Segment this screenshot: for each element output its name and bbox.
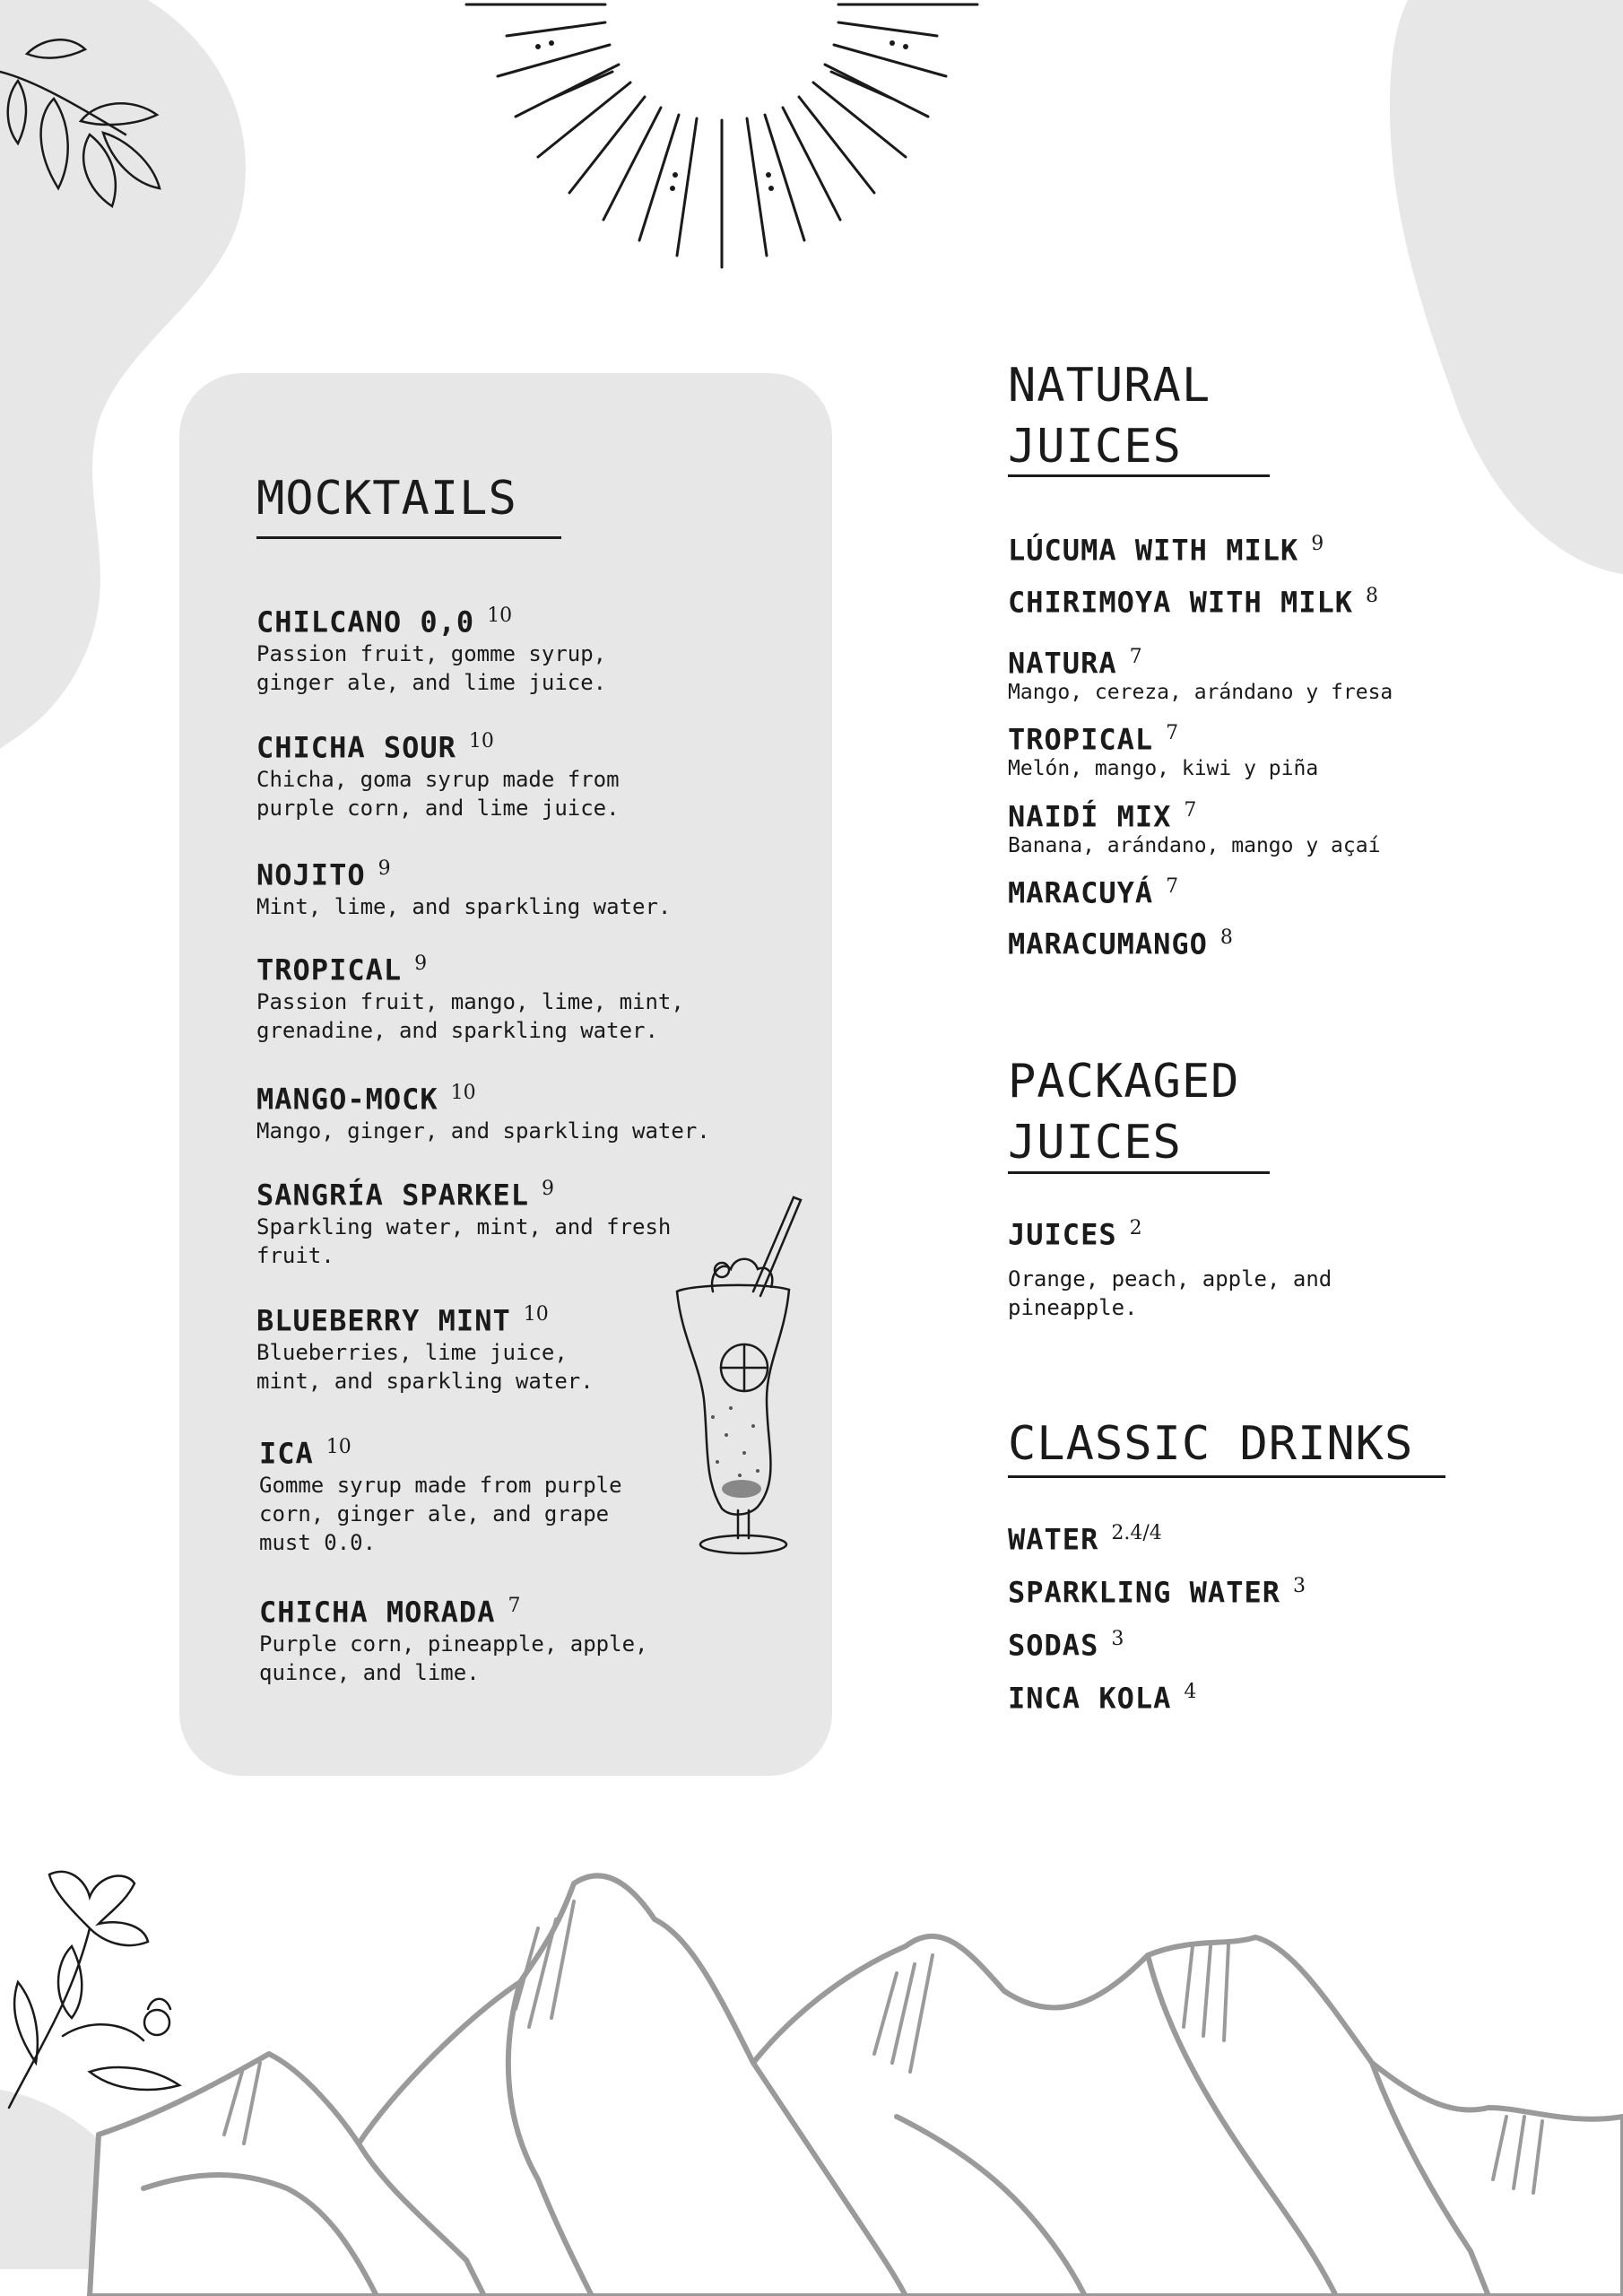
menu-item: [1008, 870, 1178, 910]
item-description: Orange, peach, apple, and pineapple.: [1008, 1265, 1332, 1320]
item-name: [259, 1589, 647, 1630]
item-name-text: BLUEBERRY MINT: [256, 1303, 511, 1338]
item-description: Melón, mango, kiwi y piña: [1008, 756, 1319, 780]
item-name: [1008, 794, 1380, 834]
packaged-juices-title-rule: [1008, 1171, 1270, 1174]
background-blob-top-right: [1381, 0, 1623, 583]
item-price: 8: [1366, 585, 1379, 607]
mocktails-title: MOCKTAILS: [256, 472, 517, 526]
menu-item: [1008, 717, 1318, 780]
item-price: 10: [468, 730, 494, 752]
item-name: [1008, 1675, 1196, 1716]
item-name-text: JUICES: [1008, 1217, 1117, 1252]
item-description: Banana, arándano, mango y açaí: [1008, 833, 1381, 857]
item-price: 10: [325, 1436, 352, 1458]
item-name: [1008, 1570, 1306, 1610]
item-price: 2.4/4: [1111, 1522, 1162, 1544]
menu-item: [1008, 921, 1233, 961]
item-name: [1008, 527, 1324, 568]
item-name: [256, 1298, 594, 1338]
item-name-text: CHICHA MORADA: [259, 1595, 496, 1630]
menu-item: [1008, 1212, 1332, 1322]
item-name-text: INCA KOLA: [1008, 1681, 1172, 1716]
item-name: [1008, 640, 1393, 681]
item-name: [1008, 579, 1378, 620]
menu-item: [1008, 1570, 1306, 1610]
item-name-text: NOJITO: [256, 857, 366, 892]
item-name-text: TROPICAL: [1008, 722, 1154, 757]
item-description: Passion fruit, gomme syrup, ginger ale, and lime juice.: [256, 640, 607, 695]
menu-item: [1008, 794, 1380, 857]
item-name-text: SANGRÍA SPARKEL: [256, 1178, 529, 1213]
menu-item: [256, 1298, 594, 1396]
item-name-text: CHIRIMOYA WITH MILK: [1008, 585, 1354, 620]
menu-item: [256, 599, 606, 697]
menu-item: [259, 1589, 647, 1687]
item-name-text: TROPICAL: [256, 952, 403, 987]
item-price: 10: [523, 1303, 549, 1326]
menu-item: [1008, 1622, 1124, 1663]
item-price: 10: [487, 604, 513, 627]
item-description: Chicha, goma syrup made from purple corn, and lime juice.: [256, 766, 620, 821]
item-price: 7: [1166, 875, 1179, 898]
item-price: 3: [1292, 1575, 1306, 1597]
packaged-juices-title: PACKAGED JUICES: [1008, 1055, 1240, 1170]
item-name-text: SPARKLING WATER: [1008, 1575, 1280, 1610]
item-price: 7: [1166, 722, 1179, 744]
item-description: Blueberries, lime juice, mint, and sparkling water.: [256, 1339, 594, 1394]
item-description: Mango, cereza, arándano y fresa: [1008, 680, 1393, 704]
item-name-text: SODAS: [1008, 1628, 1099, 1663]
item-description: Purple corn, pineapple, apple, quince, and lime.: [259, 1631, 648, 1685]
item-name-text: NATURA: [1008, 646, 1117, 681]
item-name-text: CHILCANO 0,0: [256, 604, 475, 639]
menu-item: [1008, 1517, 1162, 1557]
item-name: [259, 1431, 622, 1471]
item-price: 7: [508, 1595, 521, 1617]
mocktails-title-rule: [256, 536, 561, 539]
item-description: Mint, lime, and sparkling water.: [256, 893, 672, 919]
natural-juices-title: NATURAL JUICES: [1008, 359, 1211, 474]
item-name: [1008, 921, 1233, 961]
item-price: 9: [414, 952, 428, 975]
sun-icon: [453, 0, 991, 278]
natural-juices-title-rule: [1008, 474, 1270, 477]
mountains-icon: [0, 1848, 1623, 2296]
item-price: 7: [1184, 799, 1197, 822]
menu-item: [1008, 579, 1378, 620]
menu-item: [259, 1431, 622, 1557]
leaf-branch-icon: [0, 18, 179, 224]
item-name-text: NAIDÍ MIX: [1008, 799, 1172, 834]
menu-item: [1008, 1675, 1196, 1716]
item-name: [1008, 870, 1178, 910]
item-price: 4: [1184, 1681, 1197, 1703]
item-name: [256, 1172, 671, 1213]
menu-item: [1008, 640, 1393, 704]
item-name-text: MANGO-MOCK: [256, 1082, 438, 1117]
item-name: [256, 725, 620, 765]
item-price: 2: [1129, 1217, 1142, 1239]
item-name: [256, 852, 671, 892]
item-price: 10: [450, 1082, 476, 1104]
menu-item: [256, 947, 684, 1045]
item-name: [256, 1076, 710, 1117]
item-description: Passion fruit, mango, lime, mint, grenadine, and sparkling water.: [256, 988, 684, 1043]
item-price: 9: [378, 857, 391, 880]
item-price: 9: [1311, 533, 1324, 555]
item-description: Mango, ginger, and sparkling water.: [256, 1118, 710, 1144]
menu-item: [1008, 527, 1324, 568]
item-name: [1008, 1517, 1162, 1557]
menu-item: [256, 725, 620, 822]
item-name: [1008, 1622, 1124, 1663]
menu-item: [256, 1076, 710, 1145]
item-name: [1008, 1212, 1332, 1252]
item-name: [256, 947, 684, 987]
menu-item: [256, 1172, 671, 1270]
item-price: 8: [1219, 926, 1233, 949]
item-price: 9: [541, 1178, 554, 1200]
item-name: [256, 599, 606, 639]
item-name-text: WATER: [1008, 1522, 1099, 1557]
menu-item: [256, 852, 671, 921]
item-name-text: ICA: [259, 1436, 314, 1471]
cocktail-glass-icon: [659, 1184, 812, 1578]
item-description: Gomme syrup made from purple corn, ginger ale, and grape must 0.0.: [259, 1472, 622, 1555]
item-price: 3: [1111, 1628, 1124, 1650]
item-name-text: MARACUMANGO: [1008, 926, 1208, 961]
item-name: [1008, 717, 1318, 757]
item-price: 7: [1129, 646, 1142, 668]
item-name-text: LÚCUMA WITH MILK: [1008, 533, 1299, 568]
item-name-text: CHICHA SOUR: [256, 730, 456, 765]
item-description: Sparkling water, mint, and fresh fruit.: [256, 1213, 672, 1268]
classic-drinks-title-rule: [1008, 1475, 1445, 1478]
item-name-text: MARACUYÁ: [1008, 875, 1154, 910]
classic-drinks-title: CLASSIC DRINKS: [1008, 1417, 1414, 1471]
